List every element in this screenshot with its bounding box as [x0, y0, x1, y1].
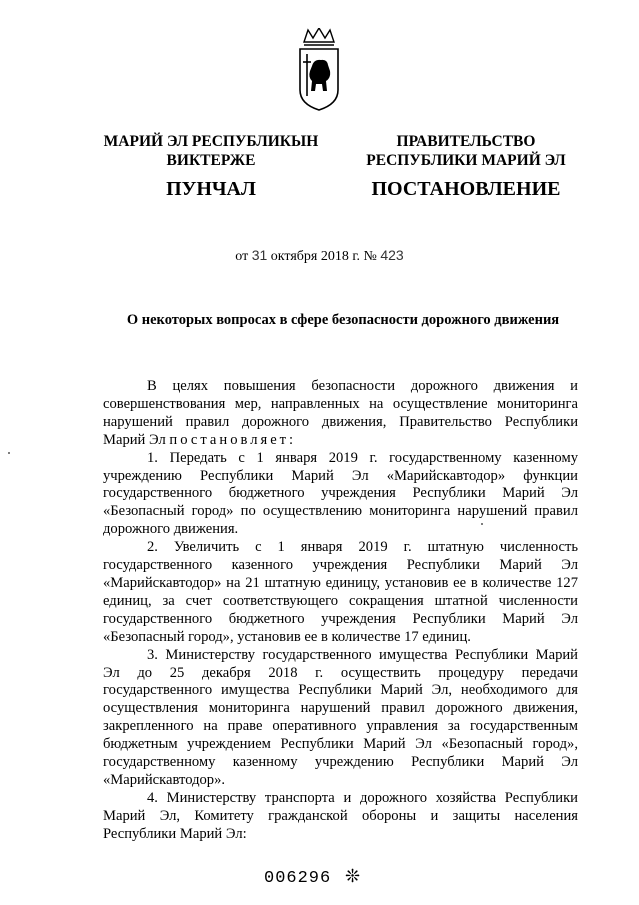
date-line	[0, 247, 639, 265]
doctype-left: ПУНЧАЛ	[166, 178, 256, 200]
scan-speck	[481, 523, 483, 525]
header-left-line2: ВИКТЕРЖЕ	[166, 152, 256, 169]
document-title: О некоторых вопросах в сфере безопасности дорожного движения	[126, 312, 560, 328]
paragraph-3: 3. Министерству государственного имущества Республики Марий Эл до 25 декабря 2018 г. осуществить процедуру передачи государственного имущества Республики Марий Эл, необходимого для осуществления мониторинга нарушений правил дорожного движения, закрепленного на праве оперативного управления за государственным бюджетным учреждением Республики Марий Эл «Безопасный город», государственному казенному учреждению Республики Марий Эл «Марийскавтодор».	[103, 646, 578, 788]
header-right-line2: РЕСПУБЛИКИ МАРИЙ ЭЛ	[366, 152, 566, 169]
date-prefix: от	[235, 249, 249, 264]
document-body	[103, 378, 578, 844]
document-number: 423	[380, 247, 404, 263]
paragraph-2: 2. Увеличить с 1 января 2019 г. штатную численность государственного казенного учреждения Республики Марий Эл «Марийскавтодор» на 21 штатную единицу, установив ее в количестве 127 единиц, за счет соответствующего сокращения штатной численности государственного бюджетного учреждения Республики Марий Эл «Безопасный город», установив ее в количестве 17 единиц.	[103, 539, 578, 645]
header-left-line1: МАРИЙ ЭЛ РЕСПУБЛИКЫН	[103, 133, 319, 150]
ornament-mark: ❊	[345, 866, 361, 886]
date-month-year: октября 2018 г. №	[270, 249, 377, 264]
header-left	[92, 132, 330, 170]
paragraph-intro	[103, 378, 578, 450]
paragraph-intro-verb: постановляет:	[169, 431, 297, 448]
paragraph-1: 1. Передать с 1 января 2019 г. государственному казенному учреждению Республики Марий Эл «Марийскавтодор» функции государственного бюджетного учреждения Республики Марий Эл «Безопасный город» по осуществлению мониторинга нарушений правил дорожного движения.	[103, 449, 578, 538]
doctype-right: ПОСТАНОВЛЕНИЕ	[371, 178, 561, 200]
serial-number: 006296	[264, 869, 332, 888]
date-day: 31	[251, 247, 268, 263]
scan-speck	[8, 452, 10, 454]
paragraph-intro-text: В целях повышения безопасности дорожного движения и совершенствования мер, направленных на осуществление мониторинга нарушений правил дорожного движения, Правительство Республики Марий Эл	[103, 378, 578, 448]
coat-of-arms-icon	[296, 28, 342, 112]
header-right	[356, 132, 576, 170]
paragraph-4: 4. Министерству транспорта и дорожного хозяйства Республики Марий Эл, Комитету гражданской обороны и защиты населения Республики Марий Эл:	[103, 789, 578, 842]
header-right-line1: ПРАВИТЕЛЬСТВО	[396, 133, 536, 150]
